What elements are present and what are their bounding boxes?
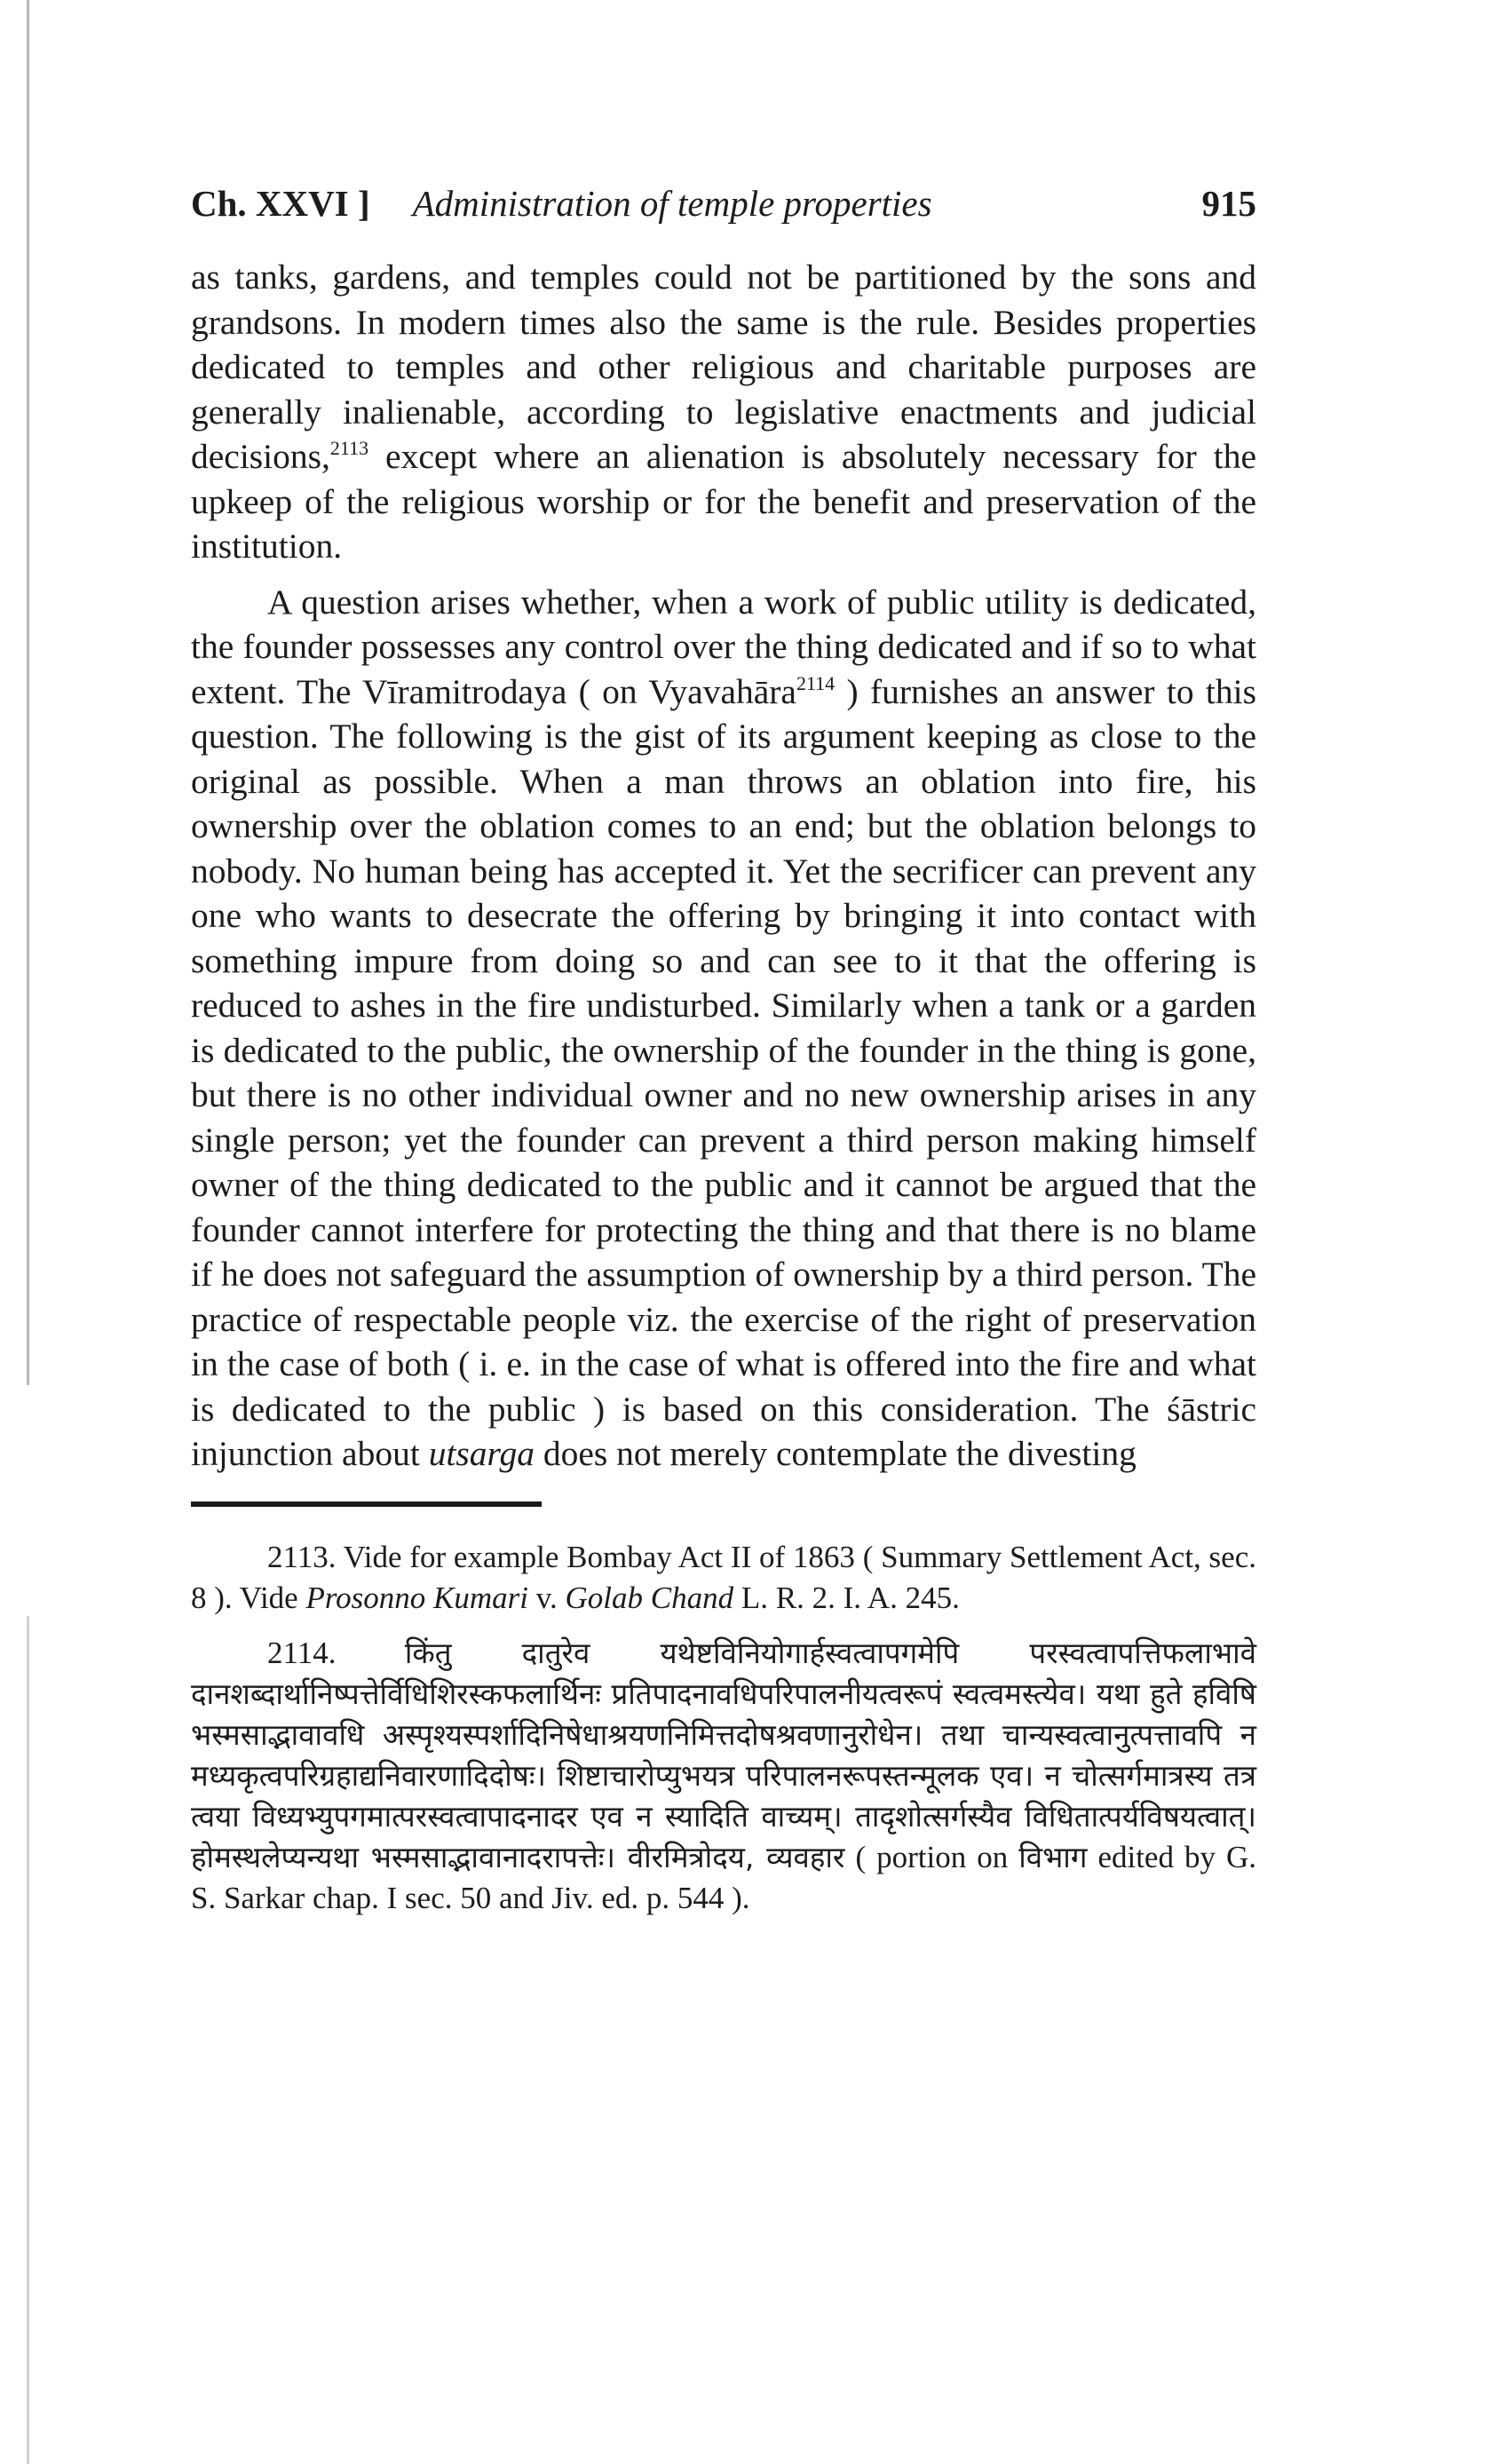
page-number: 915 — [1201, 183, 1256, 224]
chapter-label: Ch. XXVI ] — [191, 183, 370, 224]
scan-margin-shadow-lower — [27, 1616, 29, 2464]
scan-margin-shadow — [27, 0, 29, 1385]
paragraph-1-text-b: except where an alienation is absolutely necessary for the upkeep of the religious worship or for the benefit and preservation of the institution. — [191, 437, 1256, 566]
footnote-2114-sanskrit: किंतु दातुरेव यथेष्टविनियोगार्हस्वत्वापगमेपि परस्वत्वापत्तिफलाभावे दानशब्दार्थानिष्पत्तेर्विधिशिरस्कफलार्थिनः प्रतिपादनावधिपरिपालनीयत्वरूपं स्वत्वमस्त्येव। यथा हुते हविषि भस्मसाद्भावावधि अस्पृश्यस्पर्शादिनिषेधाश्रयणनिमित्तदोषश्रवणानुरोधेन। तथा चान्यस्वत्वानुत्पत्तावपि न मध्यकृत्वपरिग्रहाद्यनिवारणादिदोषः। शिष्टाचारोप्युभयत्र परिपालनरूपस्तन्मूलक एव। न चोत्सर्गमात्रस्य तत्र त्वया विध्यभ्युपगमात्परस्वत्वापादनादर एव न स्यादिति वाच्यम्। तादृशोत्सर्गस्यैव विधितात्पर्यविषयत्वात्। होमस्थलेप्यन्यथा भस्मसाद्भावानादरापत्तेः। वीरमित्रोदय, व्यवहार — [191, 1635, 1257, 1874]
footnote-ref-2114[interactable]: 2114 — [796, 671, 836, 694]
main-text — [191, 255, 1256, 1477]
footnotes — [191, 1537, 1256, 1919]
footnote-2113-case-a: Prosonno Kumari — [305, 1580, 529, 1615]
paragraph-2 — [191, 580, 1256, 1477]
footnote-2114 — [191, 1633, 1256, 1919]
running-header — [191, 182, 1256, 235]
footnote-2113-number: 2113. — [267, 1539, 337, 1574]
paragraph-2-text-a: A question arises whether, when a work of public utility is dedicated, the founder possesses any control over the thing dedicated and if so to what extent. The Vīramitrodaya ( on Vyavahāra — [191, 582, 1256, 711]
footnote-2113-text-a: Vide for example Bombay Act II of 1863 ( Summary Settlement Act, sec. 8 ). Vide — [191, 1539, 1256, 1615]
footnote-2114-latin-end: edited by G. S. Sarkar chap. I sec. 50 and Jiv. ed. p. 544 ). — [191, 1839, 1256, 1915]
footnote-ref-2113[interactable]: 2113 — [329, 437, 369, 459]
paragraph-2-text-c: does not merely contemplate the divesting — [534, 1434, 1137, 1473]
book-page — [191, 182, 1256, 1933]
footnote-2114-latin-tail: ( portion on — [844, 1839, 1019, 1874]
footnote-separator — [191, 1501, 542, 1507]
term-utsarga: utsarga — [428, 1434, 535, 1473]
paragraph-2-text-b: ) furnishes an answer to this question. The following is the gist of its argument keeping as close to the original as possible. When a man throws an oblation into fire, his ownership over the oblation comes to an end; but the oblation belongs to nobody. No human being has accepted it. Yet the secrificer can prevent any one who wants to desecrate the offering by bringing it into contact with something impure from doing so and can see to it that the offering is reduced to ashes in the fire undisturbed. Similarly when a tank or a garden is dedicated to the public, the ownership of the founder in the thing is gone, but there is no other individual owner and no new ownership arises in any single person; yet the founder can prevent a third person making himself owner of the thing dedicated to the public and it cannot be argued that the founder cannot interfere for protecting the thing and that there is no blame if he does not safeguard the assumption of ownership by a third person. The practice of respectable people viz. the exercise of the right of preservation in the case of both ( i. e. in the case of what is offered into the fire and what is dedicated to the public ) is based on this consideration. The śāstric injunction about — [191, 671, 1256, 1473]
footnote-2113-text-c: L. R. 2. I. A. 245. — [733, 1580, 960, 1615]
footnote-2114-number: 2114. — [267, 1635, 337, 1670]
footnote-2114-devanagari-word: विभाग — [1018, 1839, 1088, 1874]
footnote-2113-case-b: Golab Chand — [565, 1580, 734, 1615]
footnote-2113 — [191, 1537, 1256, 1619]
paragraph-1-text-a: as tanks, gardens, and temples could not be partitioned by the sons and grandsons. In modern times also the same is the rule. Besides properties dedicated to temples and other religious and charitable purposes are generally inalienable, according to legislative enactments and judicial decisions, — [191, 257, 1256, 476]
paragraph-1 — [191, 255, 1256, 569]
footnote-2113-text-b: v. — [528, 1580, 566, 1615]
section-title: Administration of temple properties — [412, 183, 932, 224]
